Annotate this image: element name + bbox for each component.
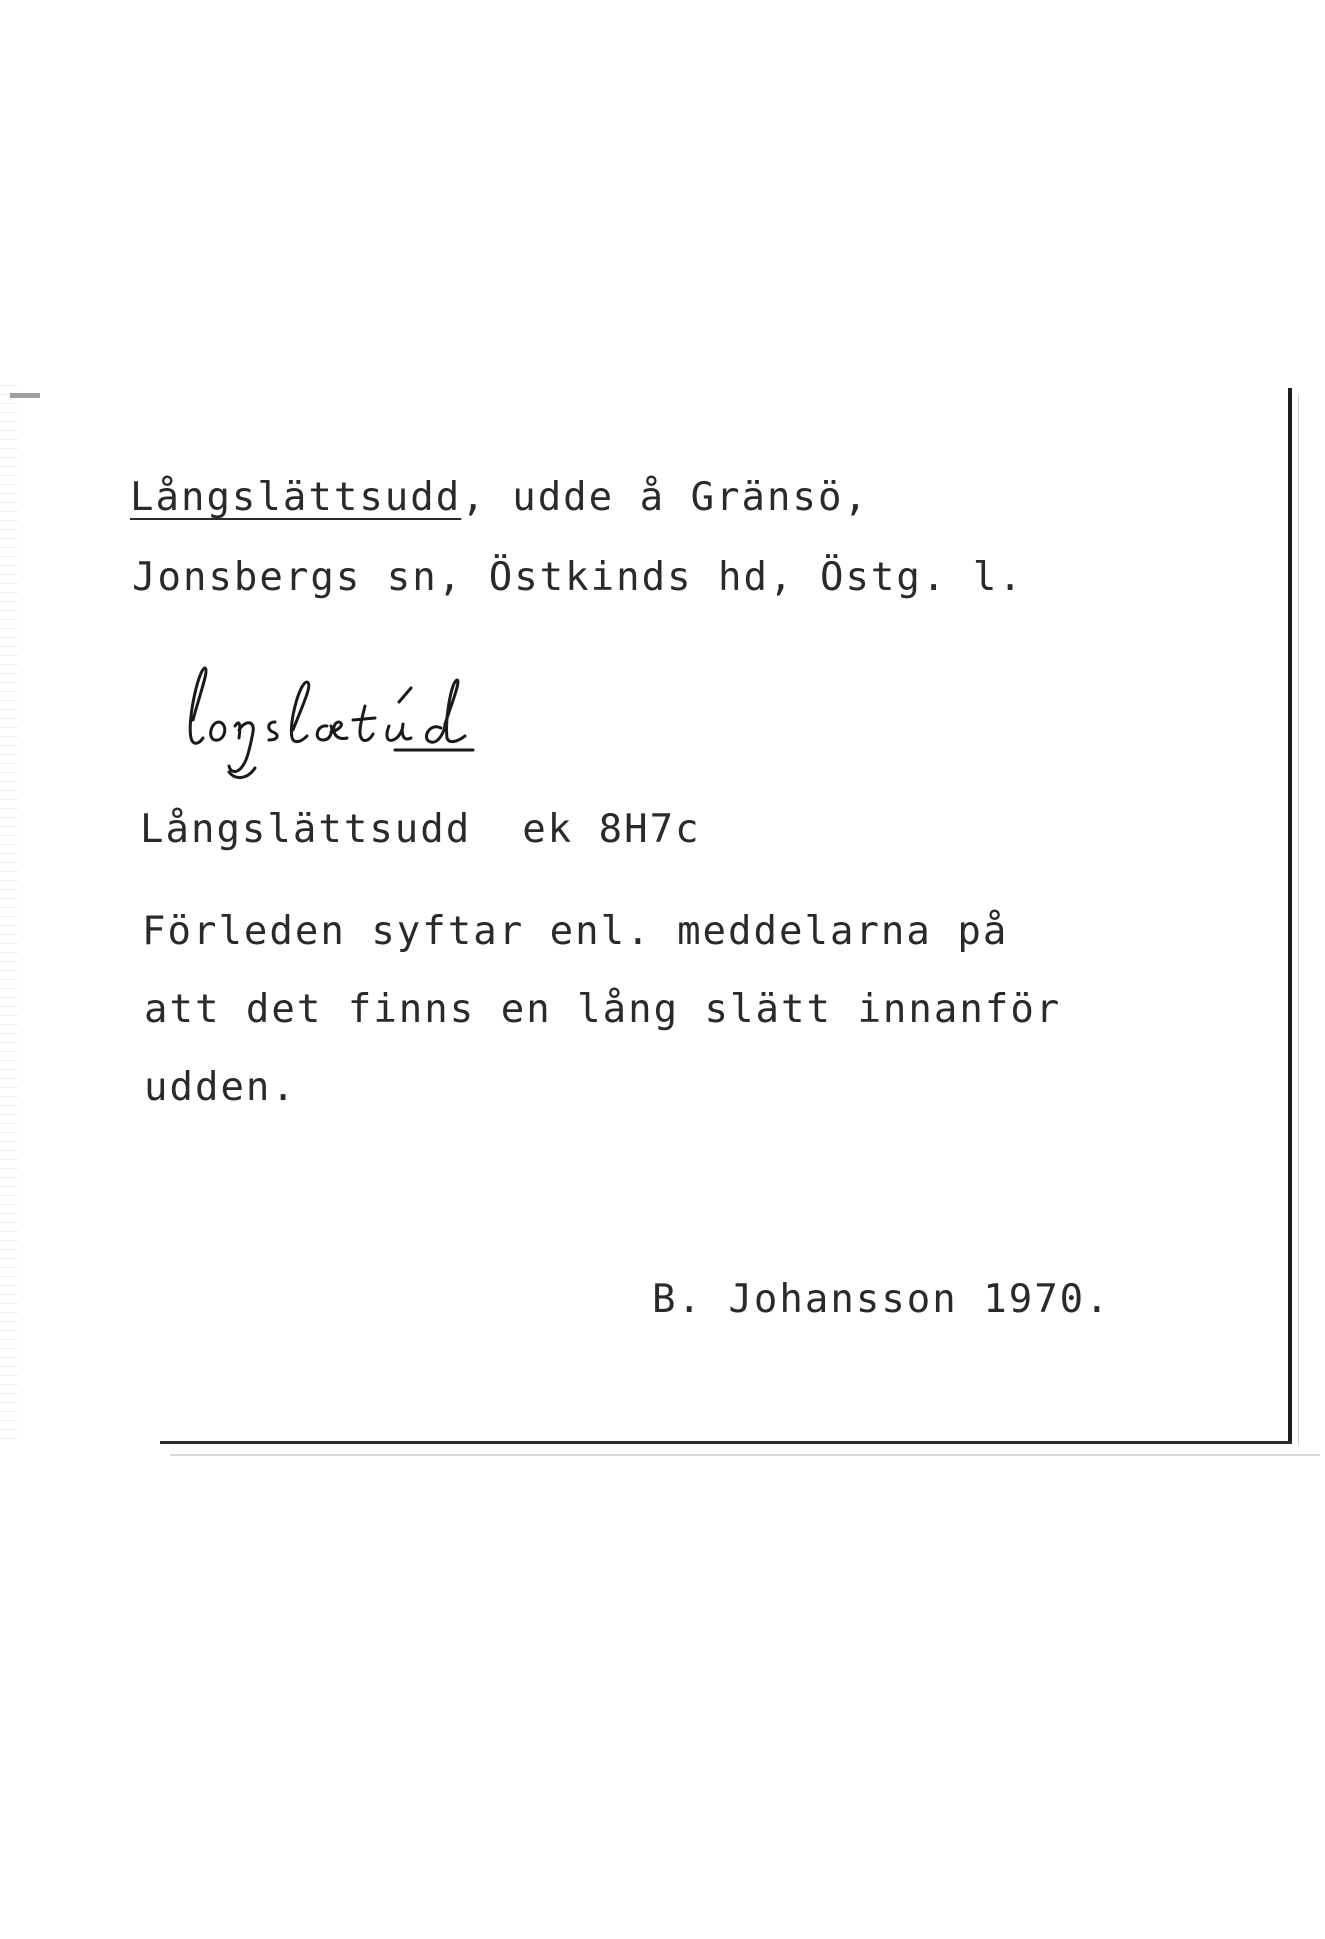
- entry-heading-rest: , udde å Gränsö,: [461, 475, 869, 520]
- signature-line: B. Johansson 1970.: [652, 1277, 1111, 1322]
- card-right-border: [1288, 388, 1292, 1442]
- entry-parish-line: Jonsbergs sn, Östkinds hd, Östg. l.: [132, 555, 1024, 600]
- handwritten-phonetic-transcription: [175, 650, 575, 790]
- note-line-3: udden.: [144, 1065, 297, 1110]
- card-bottom-border: [160, 1441, 1292, 1444]
- scan-edge-mark: [10, 393, 40, 398]
- map-reference-line: Långslättsudd ek 8H7c: [140, 807, 701, 852]
- entry-heading-line: [130, 475, 869, 520]
- card-right-shadow: [1298, 395, 1299, 1445]
- card-bottom-shadow: [170, 1454, 1320, 1456]
- note-line-2: att det finns en lång slätt innanför: [144, 987, 1062, 1032]
- scan-edge-noise: [0, 385, 18, 1445]
- note-line-1: Förleden syftar enl. meddelarna på: [142, 909, 1009, 954]
- entry-headword: Långslättsudd: [130, 475, 462, 520]
